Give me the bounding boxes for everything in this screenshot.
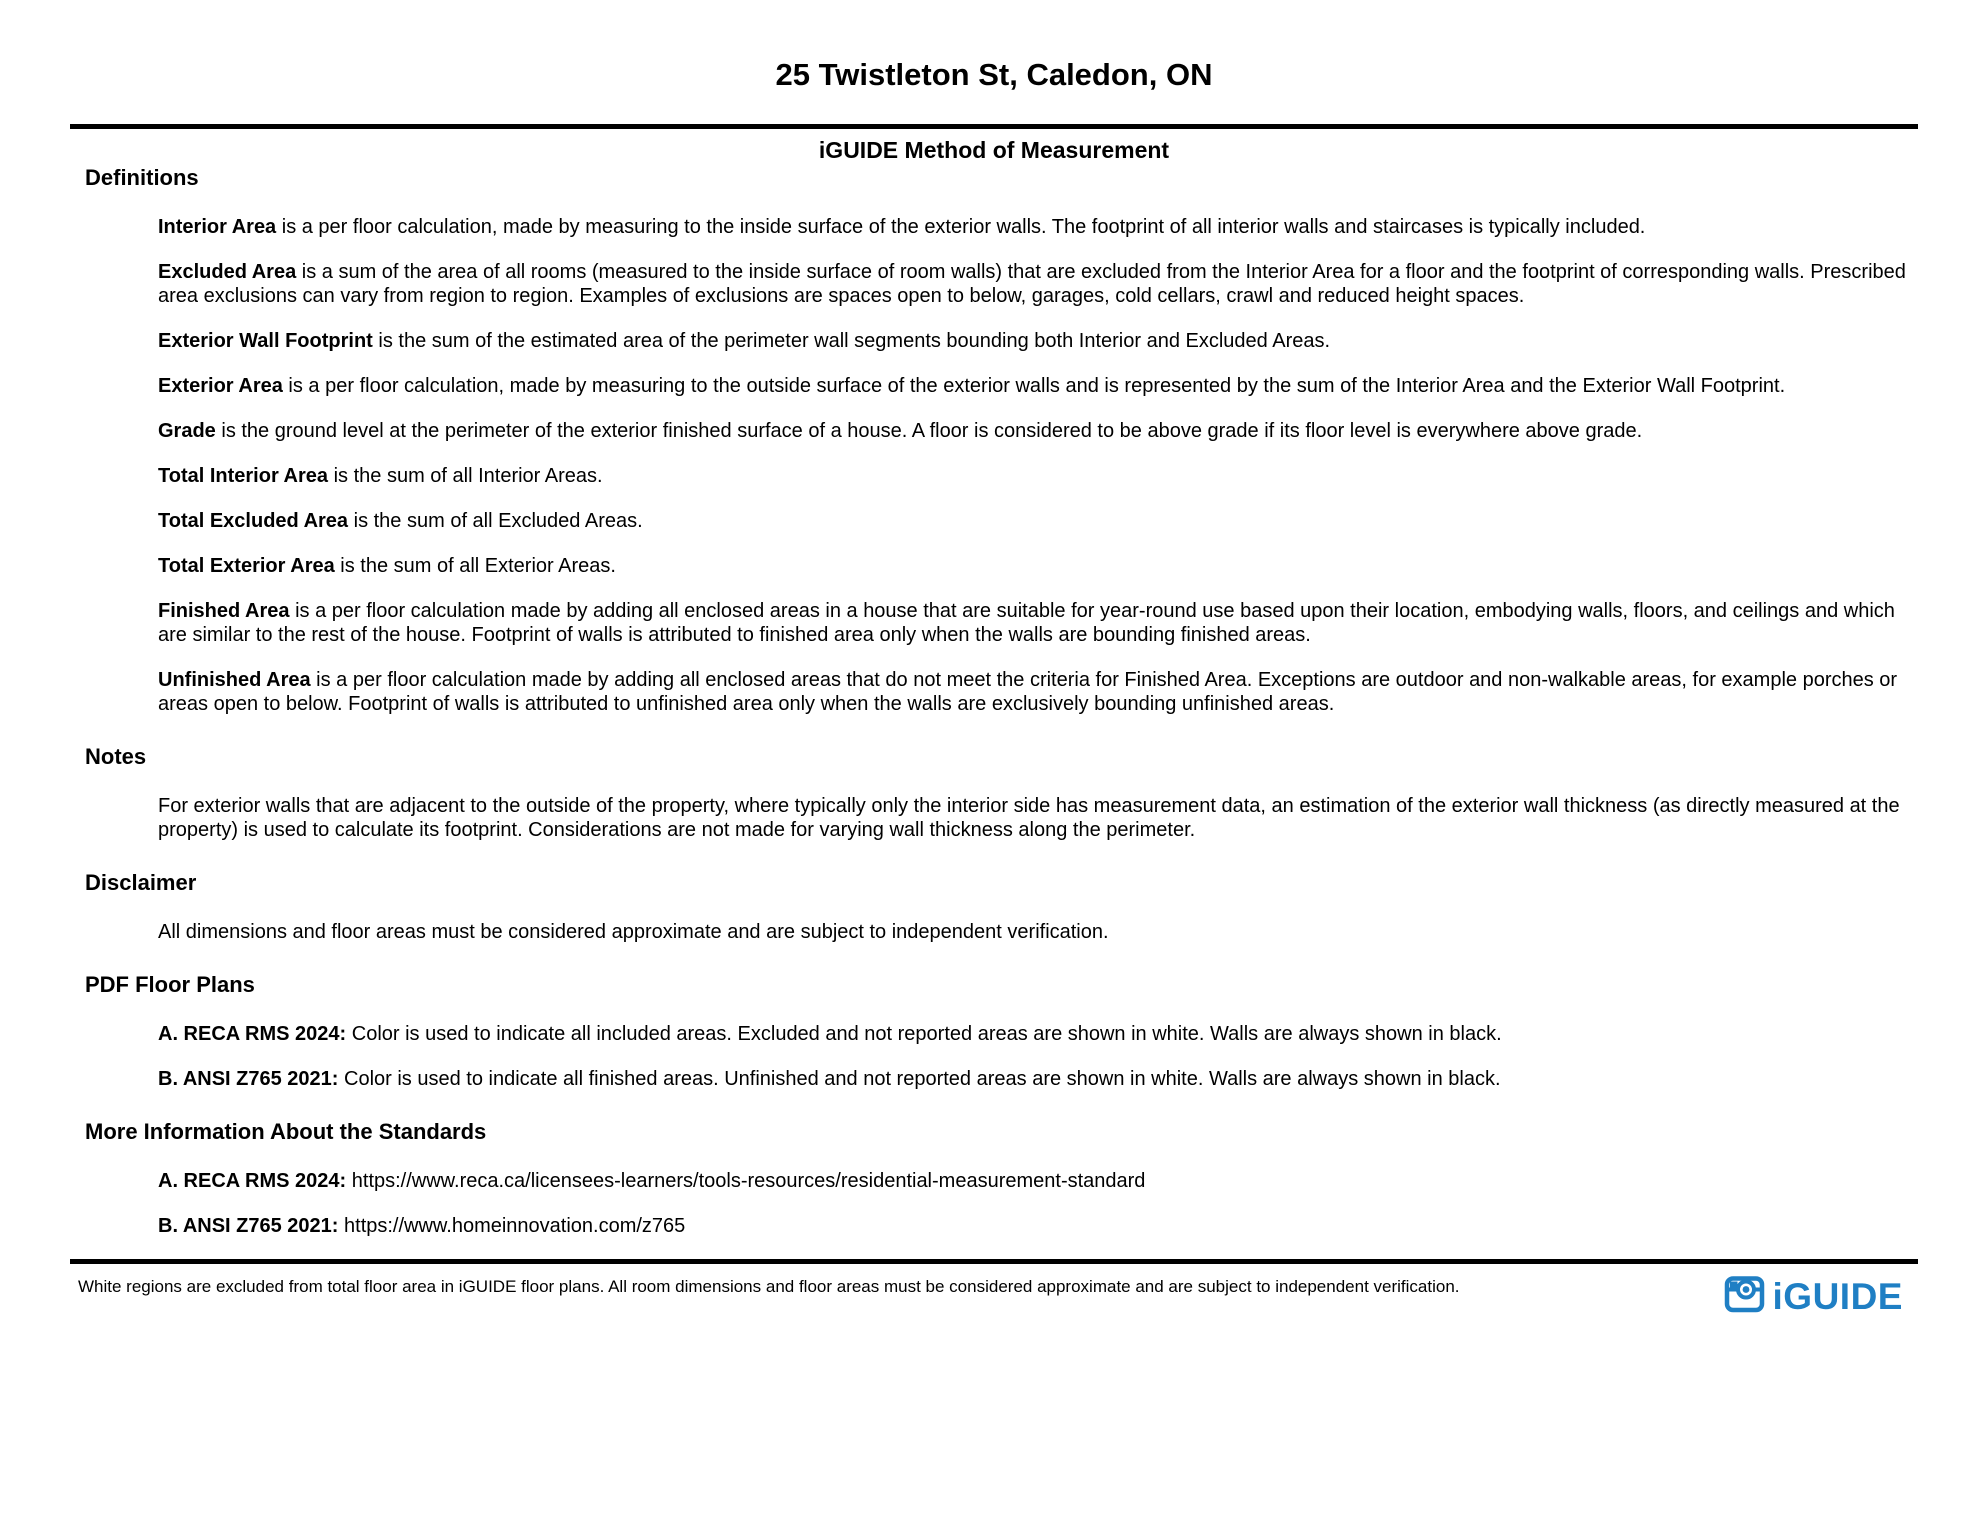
section-heading-disclaimer: Disclaimer <box>85 870 197 895</box>
section-heading-pdf-floor-plans: PDF Floor Plans <box>85 972 255 997</box>
definition-grade <box>158 419 1908 443</box>
definition-term: Interior Area <box>158 216 277 238</box>
header-divider <box>70 124 1918 129</box>
section-heading-definitions: Definitions <box>85 165 199 190</box>
iguide-camera-icon <box>1724 1274 1766 1319</box>
reca-standard-link[interactable]: https://www.reca.ca/licensees-learners/tools-resources/residential-measurement-standard <box>346 1170 1146 1192</box>
ansi-standard-link[interactable]: https://www.homeinnovation.com/z765 <box>338 1215 686 1237</box>
standard-label: B. ANSI Z765 2021: <box>158 1068 339 1090</box>
section-heading-more-information: More Information About the Standards <box>85 1119 487 1144</box>
notes-paragraph <box>158 794 1908 842</box>
definition-text: is the sum of the estimated area of the perimeter wall segments bounding both Interior and Excluded Areas. <box>372 330 1331 352</box>
standard-label: A. RECA RMS 2024: <box>158 1023 347 1045</box>
definition-text: is the ground level at the perimeter of the exterior finished surface of a house. A floor is considered to be above grade if its floor level is everywhere above grade. <box>215 420 1643 442</box>
definition-text: is the sum of all Exterior Areas. <box>334 555 616 577</box>
definition-total-excluded-area <box>158 509 1908 533</box>
iguide-logo <box>1724 1264 1903 1319</box>
definition-text: is a per floor calculation, made by measuring to the outside surface of the exterior walls and is represented by the sum of the Interior Area and the Exterior Wall Footprint. <box>282 375 1786 397</box>
definition-exterior-wall-footprint <box>158 329 1908 353</box>
definition-term: Total Interior Area <box>158 465 329 487</box>
more-info-item-ansi <box>158 1214 1908 1238</box>
standard-text: Color is used to indicate all finished areas. Unfinished and not reported areas are shown in white. Walls are always shown in black. <box>338 1068 1501 1090</box>
standard-label: A. RECA RMS 2024: <box>158 1170 347 1192</box>
standard-label: B. ANSI Z765 2021: <box>158 1215 339 1237</box>
definition-total-exterior-area <box>158 554 1908 578</box>
definition-term: Unfinished Area <box>158 669 311 691</box>
disclaimer-text: All dimensions and floor areas must be considered approximate and are subject to independent verification. <box>158 921 1109 943</box>
footer-disclaimer-note: White regions are excluded from total floor area in iGUIDE floor plans. All room dimensions and floor areas must be considered approximate and are subject to independent verification. <box>78 1277 1460 1296</box>
definition-finished-area <box>158 599 1908 647</box>
definition-term: Exterior Wall Footprint <box>158 330 373 352</box>
definition-term: Excluded Area <box>158 261 297 283</box>
pdf-floor-plans-item-reca <box>158 1022 1908 1046</box>
definition-term: Total Excluded Area <box>158 510 349 532</box>
page-title: 25 Twistleton St, Caledon, ON <box>775 57 1213 92</box>
definition-text: is the sum of all Interior Areas. <box>328 465 603 487</box>
definition-text: is a per floor calculation made by adding all enclosed areas in a house that are suitable for year-round use based upon their location, embodying walls, floors, and ceilings and which are similar to the rest of the house. Footprint of walls is attributed to finished area only when the walls are bounding finished areas. <box>158 600 1895 646</box>
footer <box>78 1264 1903 1319</box>
definition-unfinished-area <box>158 668 1908 716</box>
definition-text: is a sum of the area of all rooms (measured to the inside surface of room walls) that are excluded from the Interior Area for a floor and the footprint of corresponding walls. Prescribed area exclusions can vary from region to region. Examples of exclusions are spaces open to below, garages, cold cellars, crawl and reduced height spaces. <box>158 261 1906 307</box>
definition-interior-area <box>158 215 1908 239</box>
definition-term: Grade <box>158 420 216 442</box>
definition-exterior-area <box>158 374 1908 398</box>
disclaimer-paragraph <box>158 920 1908 944</box>
section-heading-notes: Notes <box>85 744 147 769</box>
definition-term: Total Exterior Area <box>158 555 335 577</box>
definition-total-interior-area <box>158 464 1908 488</box>
page-subtitle: iGUIDE Method of Measurement <box>818 137 1170 163</box>
definition-text: is the sum of all Excluded Areas. <box>348 510 643 532</box>
pdf-floor-plans-item-ansi <box>158 1067 1908 1091</box>
notes-text: For exterior walls that are adjacent to the outside of the property, where typically only the interior side has measurement data, an estimation of the exterior wall thickness (as directly measured at the property) is used to calculate its footprint. Considerations are not made for varying wall thickness along the perimeter. <box>158 795 1900 841</box>
definition-term: Finished Area <box>158 600 290 622</box>
standard-text: Color is used to indicate all included areas. Excluded and not reported areas are shown in white. Walls are always shown in black. <box>346 1023 1502 1045</box>
definition-text: is a per floor calculation made by adding all enclosed areas that do not meet the criteria for Finished Area. Exceptions are outdoor and non-walkable areas, for example porches or areas open to below. Footprint of walls is attributed to unfinished area only when the walls are exclusively bounding unfinished areas. <box>158 669 1898 715</box>
definition-text: is a per floor calculation, made by measuring to the inside surface of the exterior walls. The footprint of all interior walls and staircases is typically included. <box>276 216 1646 238</box>
iguide-logo-text: iGUIDE <box>1772 1275 1903 1317</box>
more-info-item-reca <box>158 1169 1908 1193</box>
definition-term: Exterior Area <box>158 375 283 397</box>
definition-excluded-area <box>158 260 1908 308</box>
